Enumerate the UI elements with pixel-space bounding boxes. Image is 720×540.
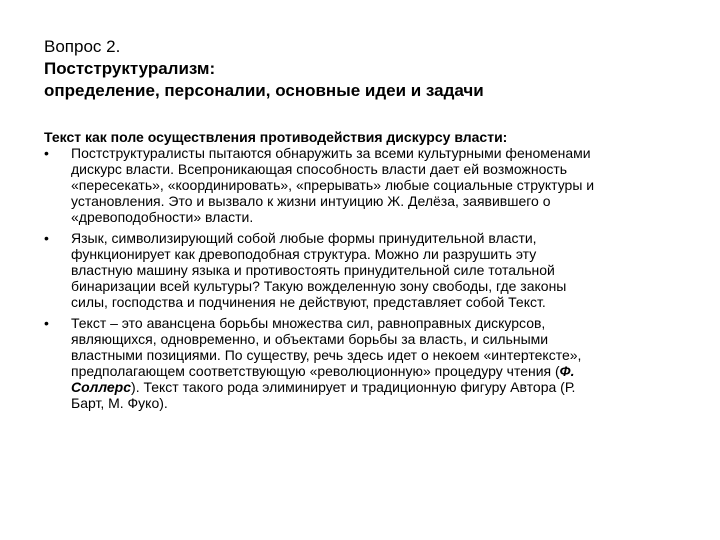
emphasis-name: Соллерс <box>71 379 132 395</box>
bullet-3-line-5 <box>71 379 696 395</box>
section-heading: Текст как поле осуществления противодействия дискурсу власти: <box>44 129 508 145</box>
bullet-1-line-4: установления. Это и вызвало к жизни интуицию Ж. Делёза, заявившего о <box>71 193 551 209</box>
bullet-2-line-3: властную машину языка и противостоять принудительной силе тотальной <box>71 262 555 278</box>
bullet-2-line-5: силы, господства и подчинения не действуют, представляет собой Текст. <box>71 294 546 310</box>
bullet-1-line-3: «пересекать», «координировать», «прерывать» любые социальные структуры и <box>71 177 595 193</box>
bullet-item-1 <box>44 145 696 225</box>
bullet-1-line-1: Постструктуралисты пытаются обнаружить за всеми культурными феноменами <box>71 145 591 161</box>
bullet-icon: • <box>44 145 49 161</box>
bullet-2-line-4: бинаризации всей культуры? Такую вожделенную зону свободы, где законы <box>71 278 567 294</box>
bullet-3-line-4-text: предполагающем соответствующую «революционную» процедуру чтения ( <box>71 363 560 379</box>
bullet-item-3 <box>44 315 696 411</box>
topic-title: Постструктурализм: <box>44 59 216 78</box>
bullet-3-line-6: Барт, М. Фуко). <box>71 395 168 411</box>
bullet-list <box>44 145 696 411</box>
bullet-1-line-5: «древоподобности» власти. <box>71 209 254 225</box>
emphasis-initial: Ф. <box>559 363 575 379</box>
bullet-3-line-3: властными позициями. По существу, речь здесь идет о некоем «интертексте», <box>71 347 582 363</box>
topic-subtitle: определение, персоналии, основные идеи и задачи <box>44 81 484 100</box>
bullet-2-line-2: функционирует как древоподобная структура. Можно ли разрушить эту <box>71 246 537 262</box>
bullet-2-line-1: Язык, символизирующий собой любые формы принудительной власти, <box>71 230 537 246</box>
bullet-3-line-4 <box>71 363 696 379</box>
bullet-icon: • <box>44 315 49 331</box>
bullet-3-line-1: Текст – это авансцена борьбы множества сил, равноправных дискурсов, <box>71 315 546 331</box>
bullet-item-2 <box>44 230 696 310</box>
bullet-3-line-2: являющихся, одновременно, и объектами борьбы за власть, и сильными <box>71 331 549 347</box>
slide-title <box>44 36 684 102</box>
bullet-icon: • <box>44 230 49 246</box>
question-number: Вопрос 2. <box>44 37 121 56</box>
bullet-3-line-5-text: ). Текст такого рода элиминирует и традиционную фигуру Автора (Р. <box>131 379 576 395</box>
bullet-1-line-2: дискурс власти. Всепроникающая способность власти дает ей возможность <box>71 161 568 177</box>
slide-body <box>44 129 696 411</box>
